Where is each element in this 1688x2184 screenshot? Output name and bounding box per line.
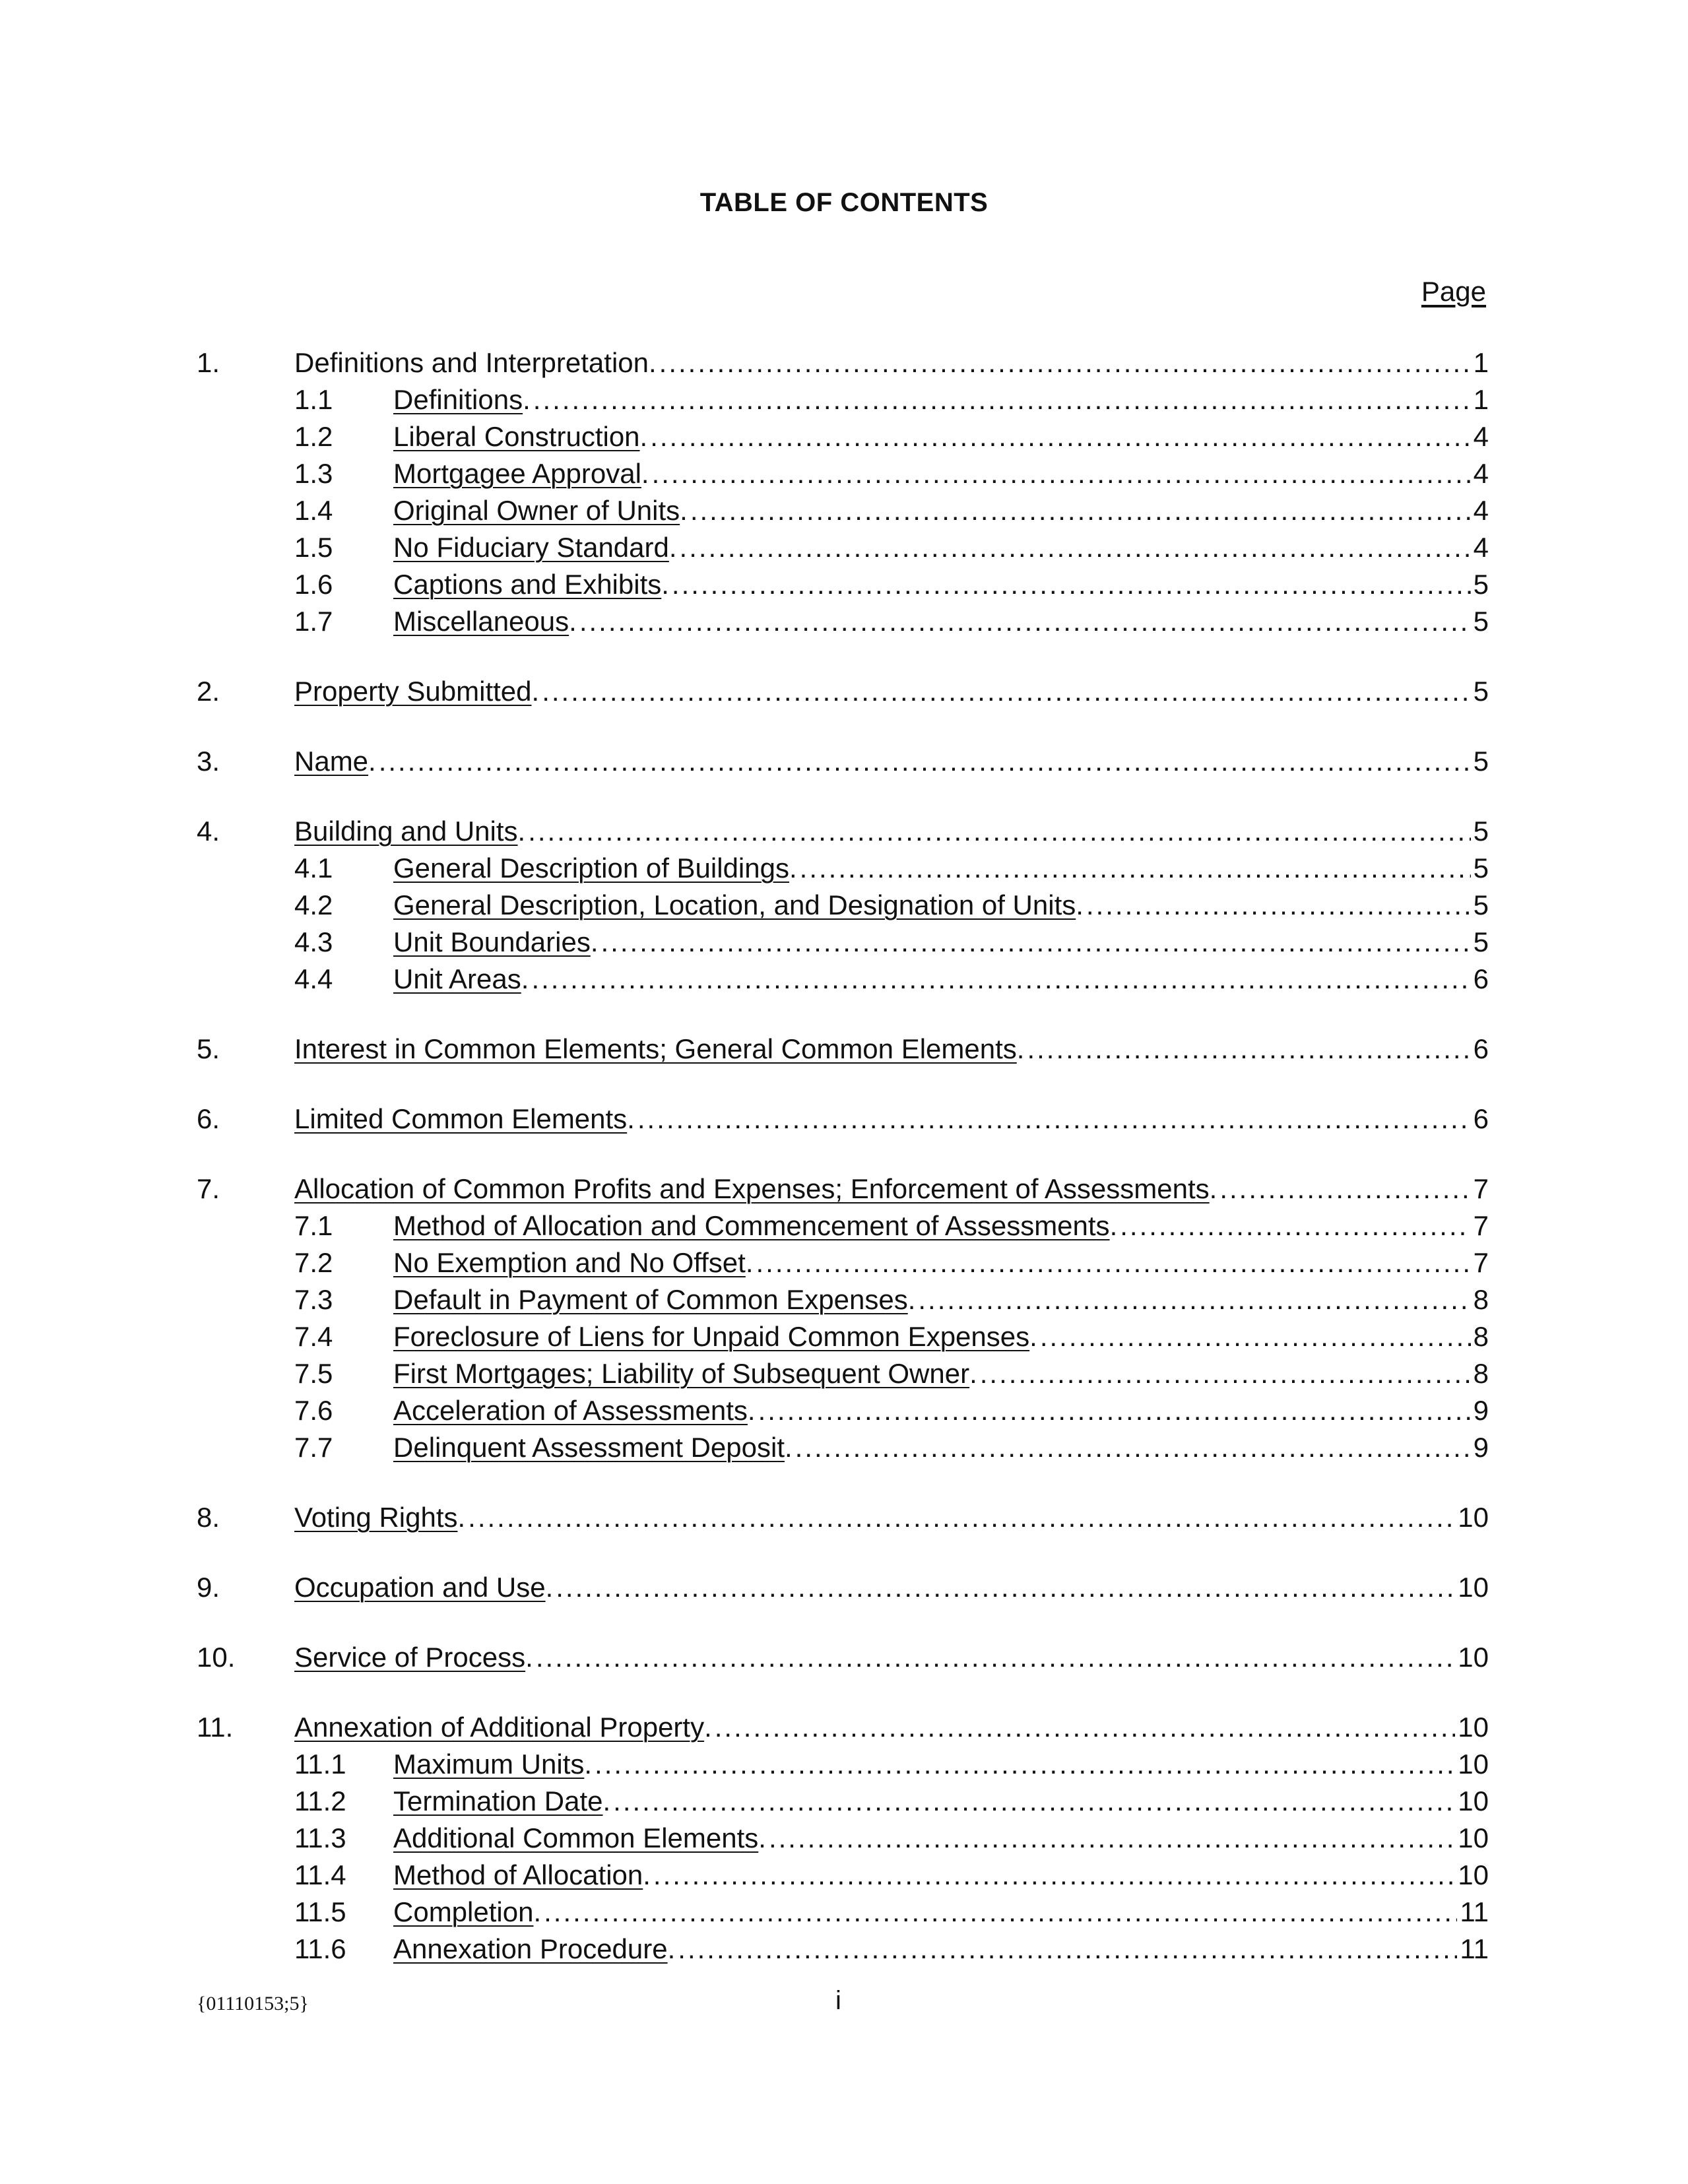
toc-section-title[interactable]: Building and Units	[294, 816, 518, 847]
toc-subsection	[0, 1392, 1688, 1429]
toc-subsection-line	[393, 1392, 1489, 1429]
toc-section-page: 5	[1473, 676, 1489, 707]
dot-leader	[769, 1820, 1455, 1857]
toc-subsection-line	[393, 1355, 1489, 1392]
table-of-contents	[0, 344, 1688, 1968]
toc-subsection-page: 8	[1473, 1358, 1489, 1389]
toc-subsection-number: 11.4	[294, 1859, 346, 1890]
toc-section-page: 1	[1473, 347, 1489, 378]
toc-subsection-number: 1.2	[294, 421, 333, 452]
toc-section-title[interactable]: Interest in Common Elements; General Common Elements	[294, 1033, 1017, 1064]
toc-subsection	[0, 1281, 1688, 1318]
toc-subsection-line	[393, 1783, 1489, 1820]
toc-section-title-period: .	[525, 1642, 533, 1673]
toc-subsection-title[interactable]: Method of Allocation and Commencement of Assessments	[393, 1210, 1110, 1241]
toc-section	[0, 1569, 1688, 1606]
toc-subsection-page: 5	[1473, 852, 1489, 883]
toc-subsection-title-period: .	[602, 1785, 611, 1816]
toc-subsection-title[interactable]: Completion	[393, 1896, 534, 1927]
toc-subsection-title-period: .	[784, 1432, 793, 1463]
toc-subsection	[0, 381, 1688, 418]
toc-section-title[interactable]: Definitions and Interpretation	[294, 347, 649, 378]
toc-subsection	[0, 1355, 1688, 1392]
toc-section-title-period: .	[517, 816, 526, 847]
toc-section-title-period: .	[545, 1572, 554, 1603]
toc-subsection-line	[393, 1857, 1489, 1894]
toc-subsection-title[interactable]: Acceleration of Assessments	[393, 1395, 748, 1426]
toc-subsection	[0, 603, 1688, 640]
toc-subsection-title[interactable]: No Exemption and No Offset	[393, 1247, 746, 1278]
toc-subsection-page: 11	[1460, 1933, 1489, 1964]
toc-section	[0, 1101, 1688, 1138]
toc-subsection	[0, 1207, 1688, 1244]
toc-section	[0, 1639, 1688, 1676]
toc-subsection-title[interactable]: Miscellaneous	[393, 606, 569, 637]
dot-leader	[756, 1244, 1471, 1281]
toc-subsection-title[interactable]: Method of Allocation	[393, 1859, 643, 1890]
toc-subsection-number: 7.3	[294, 1284, 333, 1315]
toc-subsection	[0, 455, 1688, 492]
toc-subsection-page: 10	[1458, 1785, 1489, 1816]
toc-subsection-line	[393, 1746, 1489, 1783]
dot-leader	[1040, 1318, 1471, 1355]
toc-subsection-line	[393, 887, 1489, 924]
toc-subsection-page: 6	[1473, 963, 1489, 994]
toc-subsection-line	[393, 924, 1489, 961]
dot-leader	[533, 381, 1471, 418]
toc-section-number: 10.	[197, 1642, 236, 1673]
toc-subsection-title-period: .	[747, 1395, 756, 1426]
toc-subsection-page: 1	[1473, 384, 1489, 415]
dot-leader	[680, 529, 1471, 566]
toc-section-line	[294, 1639, 1489, 1676]
toc-subsection-title-period: .	[745, 1247, 754, 1278]
dot-leader	[556, 1569, 1455, 1606]
toc-subsection-title[interactable]: General Description of Buildings	[393, 852, 789, 883]
toc-subsection-line	[393, 455, 1489, 492]
toc-subsection-line	[393, 566, 1489, 603]
toc-subsection	[0, 850, 1688, 887]
dot-leader	[652, 455, 1471, 492]
toc-subsection-title-period: .	[590, 926, 599, 957]
toc-subsection-page: 10	[1458, 1859, 1489, 1890]
toc-subsection-title-period: .	[584, 1749, 593, 1780]
toc-subsection-number: 4.2	[294, 889, 333, 920]
toc-section	[0, 673, 1688, 710]
toc-subsection	[0, 418, 1688, 455]
toc-subsection-line	[393, 418, 1489, 455]
toc-section-page: 5	[1473, 816, 1489, 847]
toc-subsection-page: 10	[1458, 1822, 1489, 1853]
toc-section-number: 11.	[197, 1712, 234, 1743]
toc-subsection-title[interactable]: Annexation Procedure	[393, 1933, 668, 1964]
toc-section-page: 6	[1473, 1033, 1489, 1064]
toc-subsection-number: 11.1	[294, 1749, 346, 1780]
toc-section-number: 3.	[197, 746, 220, 777]
toc-section	[0, 813, 1688, 850]
toc-subsection-title-period: .	[521, 963, 529, 994]
toc-subsection-title-period: .	[969, 1358, 977, 1389]
toc-subsection-title[interactable]: Additional Common Elements	[393, 1822, 759, 1853]
toc-subsection-title-period: .	[533, 1896, 542, 1927]
toc-section-title[interactable]: Allocation of Common Profits and Expenses; Enforcement of Assessments	[294, 1173, 1210, 1204]
toc-subsection	[0, 961, 1688, 998]
dot-leader	[579, 603, 1471, 640]
toc-subsection	[0, 1783, 1688, 1820]
toc-subsection-title-period: .	[1109, 1210, 1118, 1241]
toc-subsection-number: 1.4	[294, 495, 333, 526]
toc-subsection-page: 10	[1458, 1749, 1489, 1780]
toc-section-line	[294, 1031, 1489, 1068]
toc-subsection-page: 7	[1473, 1210, 1489, 1241]
toc-subsection-number: 11.3	[294, 1822, 346, 1853]
toc-subsection-page: 9	[1473, 1432, 1489, 1463]
toc-subsection-title-period: .	[639, 421, 648, 452]
toc-section-number: 5.	[197, 1033, 220, 1064]
toc-subsection-number: 7.1	[294, 1210, 333, 1241]
dot-leader	[601, 924, 1471, 961]
toc-section-page: 7	[1473, 1173, 1489, 1204]
toc-subsection-page: 4	[1473, 495, 1489, 526]
toc-subsection-page: 4	[1473, 421, 1489, 452]
toc-subsection-number: 1.7	[294, 606, 333, 637]
toc-subsection-number: 1.5	[294, 532, 333, 563]
toc-subsection-title[interactable]: Delinquent Assessment Deposit	[393, 1432, 785, 1463]
toc-section-number: 9.	[197, 1572, 220, 1603]
toc-subsection-title[interactable]: Unit Boundaries	[393, 926, 591, 957]
toc-subsection-number: 4.3	[294, 926, 333, 957]
toc-section-number: 4.	[197, 816, 220, 847]
toc-subsection-title[interactable]: Liberal Construction	[393, 421, 640, 452]
toc-section-page: 10	[1458, 1712, 1489, 1743]
toc-section-line	[294, 1171, 1489, 1207]
dot-leader	[536, 1639, 1455, 1676]
toc-subsection-page: 4	[1473, 458, 1489, 489]
toc-section-title-period: .	[704, 1712, 712, 1743]
dot-leader	[653, 1857, 1455, 1894]
toc-subsection-title-period: .	[661, 569, 669, 600]
toc-section-title[interactable]: Annexation of Additional Property	[294, 1712, 705, 1743]
toc-section-number: 2.	[197, 676, 220, 707]
toc-section-line	[294, 1499, 1489, 1536]
toc-subsection	[0, 1746, 1688, 1783]
toc-section-title[interactable]: Limited Common Elements	[294, 1103, 628, 1134]
toc-section-line	[294, 673, 1489, 710]
toc-subsection-title[interactable]: Default in Payment of Common Expenses	[393, 1284, 908, 1315]
toc-section-title[interactable]: Occupation and Use	[294, 1572, 546, 1603]
toc-subsection-line	[393, 1931, 1489, 1968]
dot-leader	[544, 1894, 1457, 1931]
toc-subsection-title[interactable]: Foreclosure of Liens for Unpaid Common Expenses	[393, 1321, 1030, 1352]
toc-subsection-title-period: .	[758, 1822, 766, 1853]
toc-subsection	[0, 887, 1688, 924]
toc-section-title-period: .	[627, 1103, 635, 1134]
toc-subsection-number: 7.7	[294, 1432, 333, 1463]
toc-subsection-title-period: .	[523, 384, 531, 415]
toc-section-title-period: .	[1016, 1033, 1025, 1064]
dot-leader	[659, 344, 1471, 381]
toc-section-title-period: .	[368, 746, 376, 777]
toc-subsection-title[interactable]: Unit Areas	[393, 963, 521, 994]
toc-section	[0, 1499, 1688, 1536]
toc-section-number: 1.	[197, 347, 220, 378]
toc-subsection-title-period: .	[680, 495, 688, 526]
toc-subsection-title[interactable]: Mortgagee Approval	[393, 458, 641, 489]
document-id: {01110153;5}	[197, 1993, 309, 2014]
toc-subsection-number: 1.3	[294, 458, 333, 489]
toc-subsection-number: 4.1	[294, 852, 333, 883]
toc-subsection-title[interactable]: First Mortgages; Liability of Subsequent Owner	[393, 1358, 970, 1389]
toc-subsection-number: 1.6	[294, 569, 333, 600]
toc-subsection-line	[393, 381, 1489, 418]
toc-subsection	[0, 1820, 1688, 1857]
toc-section-number: 6.	[197, 1103, 220, 1134]
toc-subsection-page: 7	[1473, 1247, 1489, 1278]
toc-section-page: 6	[1473, 1103, 1489, 1134]
toc-subsection-line	[393, 529, 1489, 566]
toc-subsection	[0, 1244, 1688, 1281]
toc-subsection	[0, 1318, 1688, 1355]
toc-section-line	[294, 1709, 1489, 1746]
toc-subsection-page: 9	[1473, 1395, 1489, 1426]
toc-section-title[interactable]: Property Submitted	[294, 676, 532, 707]
dot-leader	[1027, 1031, 1470, 1068]
dot-leader	[379, 743, 1471, 780]
dot-leader	[1219, 1171, 1470, 1207]
toc-subsection	[0, 492, 1688, 529]
toc-section	[0, 1031, 1688, 1068]
toc-subsection-title-period: .	[1076, 889, 1084, 920]
toc-subsection-title[interactable]: Termination Date	[393, 1785, 603, 1816]
toc-subsection-page: 11	[1460, 1896, 1489, 1927]
toc-section-line	[294, 1569, 1489, 1606]
toc-section-title-period: .	[1209, 1173, 1217, 1204]
toc-subsection-line	[393, 603, 1489, 640]
toc-subsection-title-period: .	[643, 1859, 651, 1890]
toc-subsection-title[interactable]: No Fiduciary Standard	[393, 532, 669, 563]
toc-subsection-page: 5	[1473, 606, 1489, 637]
toc-section-number: 8.	[197, 1502, 220, 1533]
toc-subsection-number: 1.1	[294, 384, 333, 415]
dot-leader	[542, 673, 1470, 710]
toc-subsection-line	[393, 961, 1489, 998]
dot-leader	[650, 418, 1470, 455]
dot-leader	[690, 492, 1471, 529]
toc-subsection-title[interactable]: Maximum Units	[393, 1749, 585, 1780]
toc-subsection-title-period: .	[907, 1284, 916, 1315]
toc-subsection-line	[393, 850, 1489, 887]
dot-leader	[1086, 887, 1471, 924]
toc-subsection-number: 11.2	[294, 1785, 346, 1816]
toc-subsection-line	[393, 1318, 1489, 1355]
page-title: TABLE OF CONTENTS	[699, 188, 989, 217]
toc-section-line	[294, 743, 1489, 780]
dot-leader	[1120, 1207, 1470, 1244]
toc-subsection	[0, 566, 1688, 603]
toc-subsection-line	[393, 1894, 1489, 1931]
dot-leader	[678, 1931, 1457, 1968]
toc-section	[0, 344, 1688, 381]
dot-leader	[672, 566, 1471, 603]
dot-leader	[595, 1746, 1455, 1783]
toc-subsection	[0, 1894, 1688, 1931]
toc-subsection-number: 11.5	[294, 1896, 346, 1927]
toc-section-page: 10	[1458, 1642, 1489, 1673]
toc-section-line	[294, 1101, 1489, 1138]
dot-leader	[758, 1392, 1471, 1429]
toc-section-number: 7.	[197, 1173, 220, 1204]
toc-section-title[interactable]: Name	[294, 746, 369, 777]
toc-section	[0, 1171, 1688, 1207]
toc-subsection	[0, 1429, 1688, 1466]
dot-leader	[528, 813, 1470, 850]
footer-page-number: i	[835, 1986, 841, 2015]
dot-leader	[531, 961, 1470, 998]
toc-subsection-title-period: .	[789, 852, 797, 883]
toc-subsection-title-period: .	[668, 532, 677, 563]
toc-subsection-number: 11.6	[294, 1933, 346, 1964]
toc-subsection-page: 5	[1473, 889, 1489, 920]
toc-subsection-line	[393, 1429, 1489, 1466]
toc-subsection-line	[393, 1820, 1489, 1857]
toc-section-line	[294, 813, 1489, 850]
toc-subsection	[0, 1857, 1688, 1894]
toc-section	[0, 743, 1688, 780]
toc-subsection-title-period: .	[1029, 1321, 1037, 1352]
toc-subsection-line	[393, 492, 1489, 529]
toc-subsection-line	[393, 1207, 1489, 1244]
toc-section-title-period: .	[457, 1502, 466, 1533]
toc-subsection-title-period: .	[641, 458, 649, 489]
toc-subsection-number: 4.4	[294, 963, 333, 994]
toc-section-title-period: .	[531, 676, 540, 707]
page-column-label: Page	[1421, 276, 1486, 307]
toc-section-title[interactable]: Voting Rights	[294, 1502, 458, 1533]
toc-subsection-title[interactable]: Definitions	[393, 384, 523, 415]
toc-subsection	[0, 924, 1688, 961]
toc-section-page: 10	[1458, 1502, 1489, 1533]
dot-leader	[795, 1429, 1471, 1466]
dot-leader	[468, 1499, 1455, 1536]
toc-subsection-title-period: .	[569, 606, 577, 637]
toc-subsection-page: 5	[1473, 569, 1489, 600]
dot-leader	[800, 850, 1471, 887]
toc-section-line	[294, 344, 1489, 381]
dot-leader	[980, 1355, 1471, 1392]
toc-section	[0, 1709, 1688, 1746]
toc-section-title-period: .	[649, 347, 657, 378]
toc-subsection-page: 8	[1473, 1321, 1489, 1352]
dot-leader	[637, 1101, 1471, 1138]
toc-subsection-title[interactable]: Original Owner of Units	[393, 495, 680, 526]
toc-subsection-number: 7.5	[294, 1358, 333, 1389]
toc-subsection-line	[393, 1281, 1489, 1318]
toc-section-page: 10	[1458, 1572, 1489, 1603]
toc-subsection-number: 7.2	[294, 1247, 333, 1278]
toc-subsection-title[interactable]: Captions and Exhibits	[393, 569, 662, 600]
toc-subsection-number: 7.6	[294, 1395, 333, 1426]
toc-section-title[interactable]: Service of Process	[294, 1642, 526, 1673]
toc-subsection-page: 5	[1473, 926, 1489, 957]
toc-subsection-title-period: .	[667, 1933, 676, 1964]
toc-subsection-page: 8	[1473, 1284, 1489, 1315]
toc-subsection-number: 7.4	[294, 1321, 333, 1352]
toc-subsection-line	[393, 1244, 1489, 1281]
toc-section-page: 5	[1473, 746, 1489, 777]
toc-subsection	[0, 529, 1688, 566]
dot-leader	[715, 1709, 1456, 1746]
dot-leader	[918, 1281, 1470, 1318]
toc-subsection-title[interactable]: General Description, Location, and Designation of Units	[393, 889, 1076, 920]
dot-leader	[613, 1783, 1455, 1820]
toc-subsection	[0, 1931, 1688, 1968]
toc-subsection-page: 4	[1473, 532, 1489, 563]
